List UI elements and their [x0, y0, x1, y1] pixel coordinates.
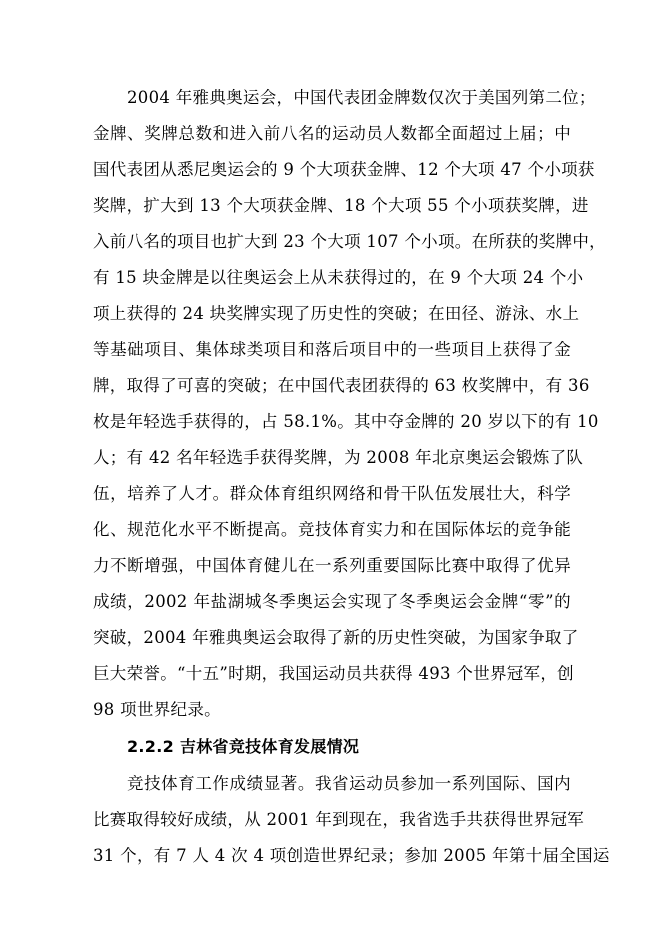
paragraph-1-line-6: 有 15 块金牌是以往奥运会上从未获得过的，在 9 个大项 24 个小 — [93, 268, 584, 287]
paragraph-2-line-1: 竞技体育工作成绩显著。我省运动员参加一系列国际、国内 — [127, 774, 571, 793]
paragraph-1-line-8: 等基础项目、集体球类项目和落后项目中的一些项目上获得了金 — [93, 340, 571, 359]
paragraph-1-line-11: 人；有 42 名年轻选手获得奖牌，为 2008 年北京奥运会锻炼了队 — [93, 448, 584, 467]
paragraph-1-line-10: 枚是年轻选手获得的，占 58.1%。其中夺金牌的 20 岁以下的有 10 — [93, 412, 599, 431]
paragraph-1-line-15: 成绩，2002 年盐湖城冬季奥运会实现了冬季奥运会金牌“零”的 — [93, 592, 571, 611]
paragraph-1-line-7: 项上获得的 24 块奖牌实现了历史性的突破；在田径、游泳、水上 — [93, 304, 580, 323]
paragraph-1-line-3: 国代表团从悉尼奥运会的 9 个大项获金牌、12 个大项 47 个小项获 — [93, 160, 595, 179]
paragraph-1-line-5: 入前八名的项目也扩大到 23 个大项 107 个小项。在所获的奖牌中， — [93, 232, 606, 251]
paragraph-1-line-13: 化、规范化水平不断提高。竞技体育实力和在国际体坛的竞争能 — [93, 520, 571, 539]
paragraph-2-line-2: 比赛取得较好成绩，从 2001 年到现在，我省选手共获得世界冠军 — [93, 810, 585, 829]
paragraph-2-line-3: 31 个，有 7 人 4 次 4 项创造世界纪录；参加 2005 年第十届全国运 — [93, 846, 610, 865]
paragraph-1-line-2: 金牌、奖牌总数和进入前八名的运动员人数都全面超过上届；中 — [93, 124, 571, 143]
paragraph-1-line-1: 2004 年雅典奥运会，中国代表团金牌数仅次于美国列第二位； — [127, 88, 596, 107]
paragraph-1-line-12: 伍，培养了人才。群众体育组织网络和骨干队伍发展壮大，科学 — [93, 484, 571, 503]
paragraph-1-line-17: 巨大荣誉。“十五”时期，我国运动员共获得 493 个世界冠军，创 — [93, 664, 574, 683]
paragraph-1-line-9: 牌，取得了可喜的突破；在中国代表团获得的 63 枚奖牌中，有 36 — [93, 376, 590, 395]
paragraph-1-line-16: 突破，2004 年雅典奥运会取得了新的历史性突破，为国家争取了 — [93, 628, 579, 647]
section-heading: 2.2.2 吉林省竞技体育发展情况 — [127, 737, 360, 756]
paragraph-1-line-4: 奖牌，扩大到 13 个大项获金牌、18 个大项 55 个小项获奖牌，进 — [93, 196, 589, 215]
paragraph-1-line-14: 力不断增强，中国体育健儿在一系列重要国际比赛中取得了优异 — [93, 556, 571, 575]
paragraph-1-line-18: 98 项世界纪录。 — [93, 700, 221, 719]
